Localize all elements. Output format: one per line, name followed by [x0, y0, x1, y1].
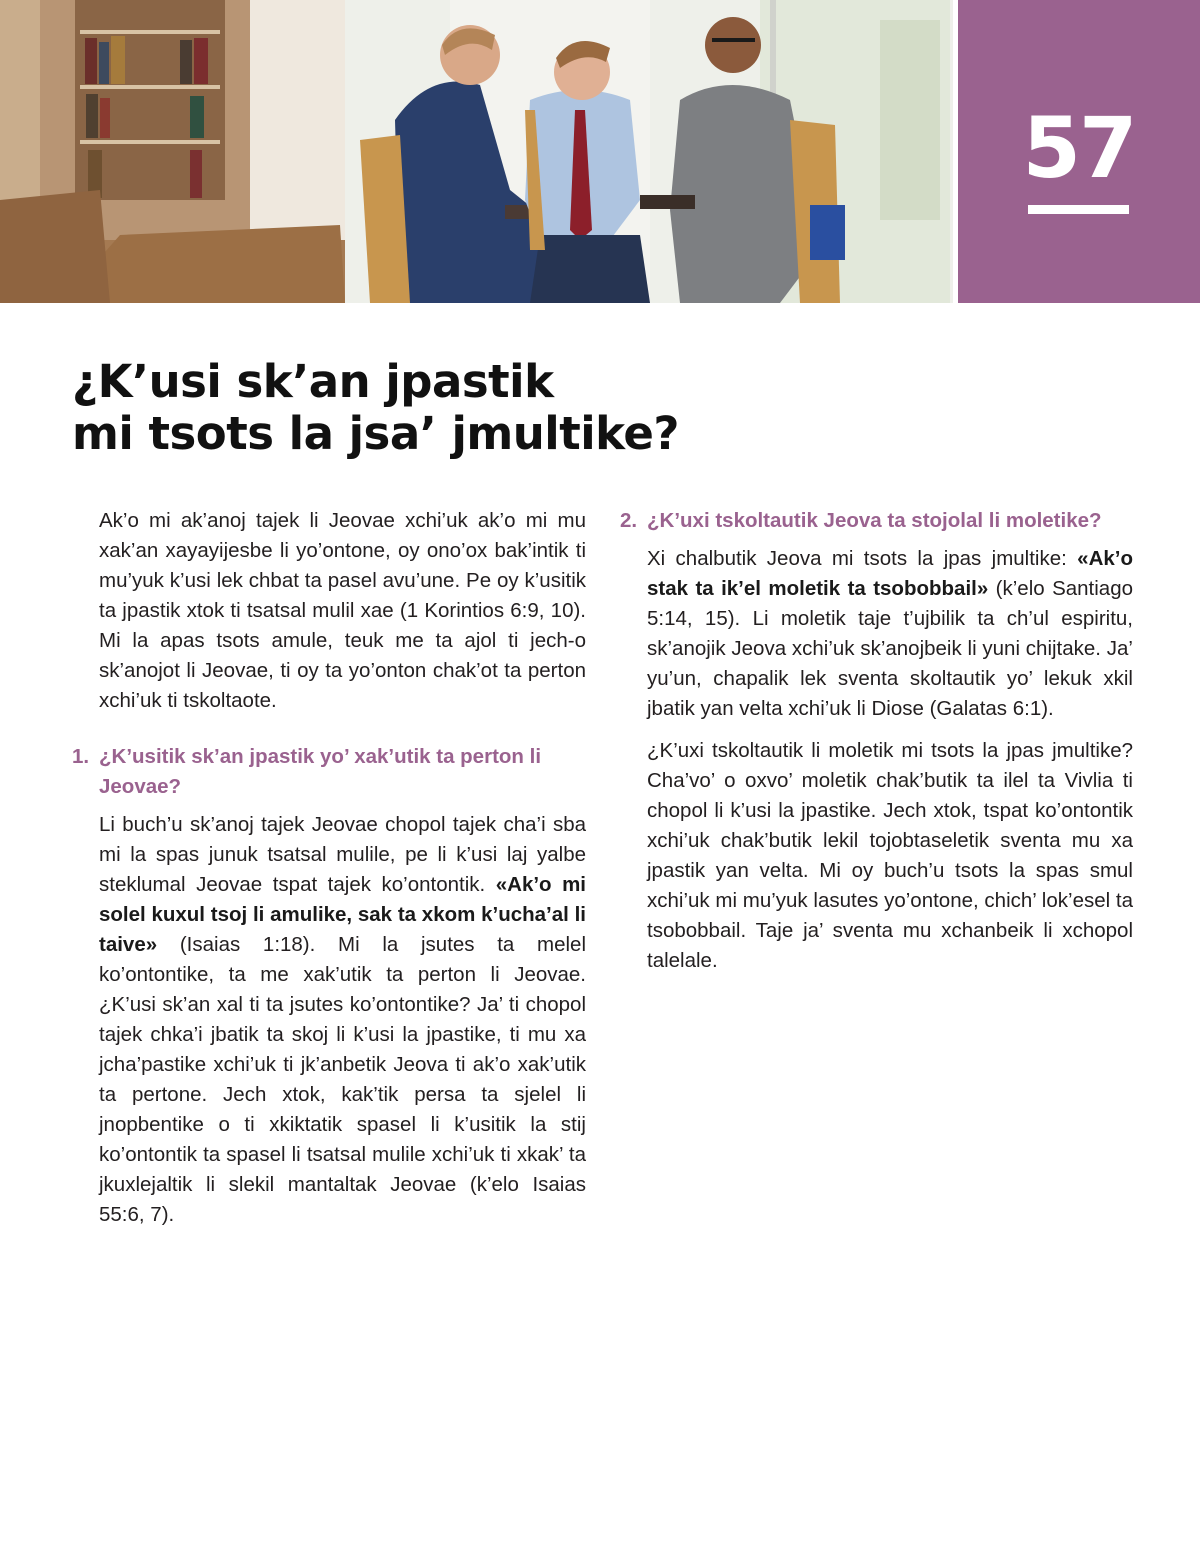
page-title	[72, 356, 972, 460]
right-column	[620, 506, 1133, 988]
answer-1-paragraph	[72, 810, 586, 1230]
lesson-badge	[958, 0, 1200, 303]
question-1-text: ¿K’usitik sk’an jpastik yo’ xak’utik ta perton li Jeovae?	[99, 745, 542, 798]
question-2	[620, 506, 1133, 536]
left-column	[72, 506, 586, 1242]
intro-paragraph: Ak’o mi ak’anoj tajek li Jeovae xchi’uk ak’o mi mu xak’an xayayijesbe li yo’ontone, oy ono’ox bak’intik ti mu’yuk k’usi lek chbat ta pasel avu’une. Pe oy k’usitik ta jpastik xtok ti tsatsal mulil xae (1 Korintios 6:9, 10). Mi la apas tsots amule, teuk me ta ajol ti jech-o sk’anojot li Jeovae, ti oy ta yo’onton chak’ot ta perton xchi’uk ti tskoltaote.	[99, 509, 586, 712]
question-2-number: 2.	[620, 509, 638, 532]
question-1	[72, 742, 586, 802]
page-title-line-2: mi tsots la jsa’ jmultike?	[72, 407, 680, 460]
answer-2-after: (k’elo Santiago 5:14, 15). Li moletik taje t’ujbilik ta ch’ul espiritu, sk’anojik Jeova xchi’uk sk’anojbeik li yuni chijtake. Ja’ yu’un, chapalik lek sventa skoltautik yo’ lekuk xkil jbatik yan velta xchi’uk li Diose (Galatas 6:1).	[647, 577, 1134, 720]
answer-2-before: Xi chalbutik Jeova mi tsots la jpas jmultike:	[647, 547, 1067, 570]
answer-1-after: (Isaias 1:18). Mi la jsutes ta melel ko’ontontike, ta me xak’utik ta perton li Jeovae. ¿K’usi sk’an xal ti ta jsutes ko’ontontike? Ja’ ti chopol tajek chka’i jbatik ta skoj li k’usi la jpastike, ti mu xa jcha’pastike xchi’uk ti jk’anbetik Jeova ti ak’o xak’utik ta pertone. Jech xtok, kak’tik persa ta sjelel li jnopbentike o ti xkiktatik spasel li k’usitik la stij ko’ontontik ta spasel li tsatsal mulile xchi’uk ti xkak’ ta jkuxlejaltik li slekil mantaltak Jeovae (k’elo Isaias 55:6, 7).	[99, 933, 587, 1226]
question-2-text: ¿K’uxi tskoltautik Jeova ta stojolal li moletike?	[647, 509, 1102, 532]
answer-2-quote: «Ak’o stak ta ik’el moletik ta tsobobbail»	[647, 547, 1133, 600]
lesson-number: 57	[1022, 99, 1136, 197]
hero-photo	[0, 0, 953, 303]
page-title-line-1: ¿K’usi sk’an jpastik	[72, 355, 554, 408]
lesson-number-underline	[1028, 205, 1129, 214]
hero-illustration	[0, 0, 953, 303]
answer-2-paragraph	[620, 544, 1133, 724]
question-1-number: 1.	[72, 745, 90, 768]
answer-1-before: Li buch’u sk’anoj tajek Jeovae chopol tajek cha’i sba mi la spas junuk tsatsal mulile, pe li k’usi laj yalbe steklumal Jeovae tspat tajek ko’ontontik.	[99, 813, 586, 896]
answer-1-quote: «Ak’o mi solel kuxul tsoj li amulike, sak ta xkom k’ucha’al li taive»	[99, 873, 586, 956]
answer-2-extra-paragraph: ¿K’uxi tskoltautik li moletik mi tsots la jpas jmultike? Cha’vo’ o oxvo’ moletik chak’butik ta ilel ta Vivlia ti chopol li k’usi la jpastike. Jech xtok, tspat ko’ontontik xchi’uk chak’butik lekil tojobtaseletik sventa mu xa jpastik yan velta. Mi oy buch’u tsots la spas smul xchi’uk mi mu’yuk lasutes yo’ontone, chich’ lok’esel ta tsobobbail. Taje ja’ sventa mu xchanbeik li xchopol talelale.	[647, 739, 1133, 972]
